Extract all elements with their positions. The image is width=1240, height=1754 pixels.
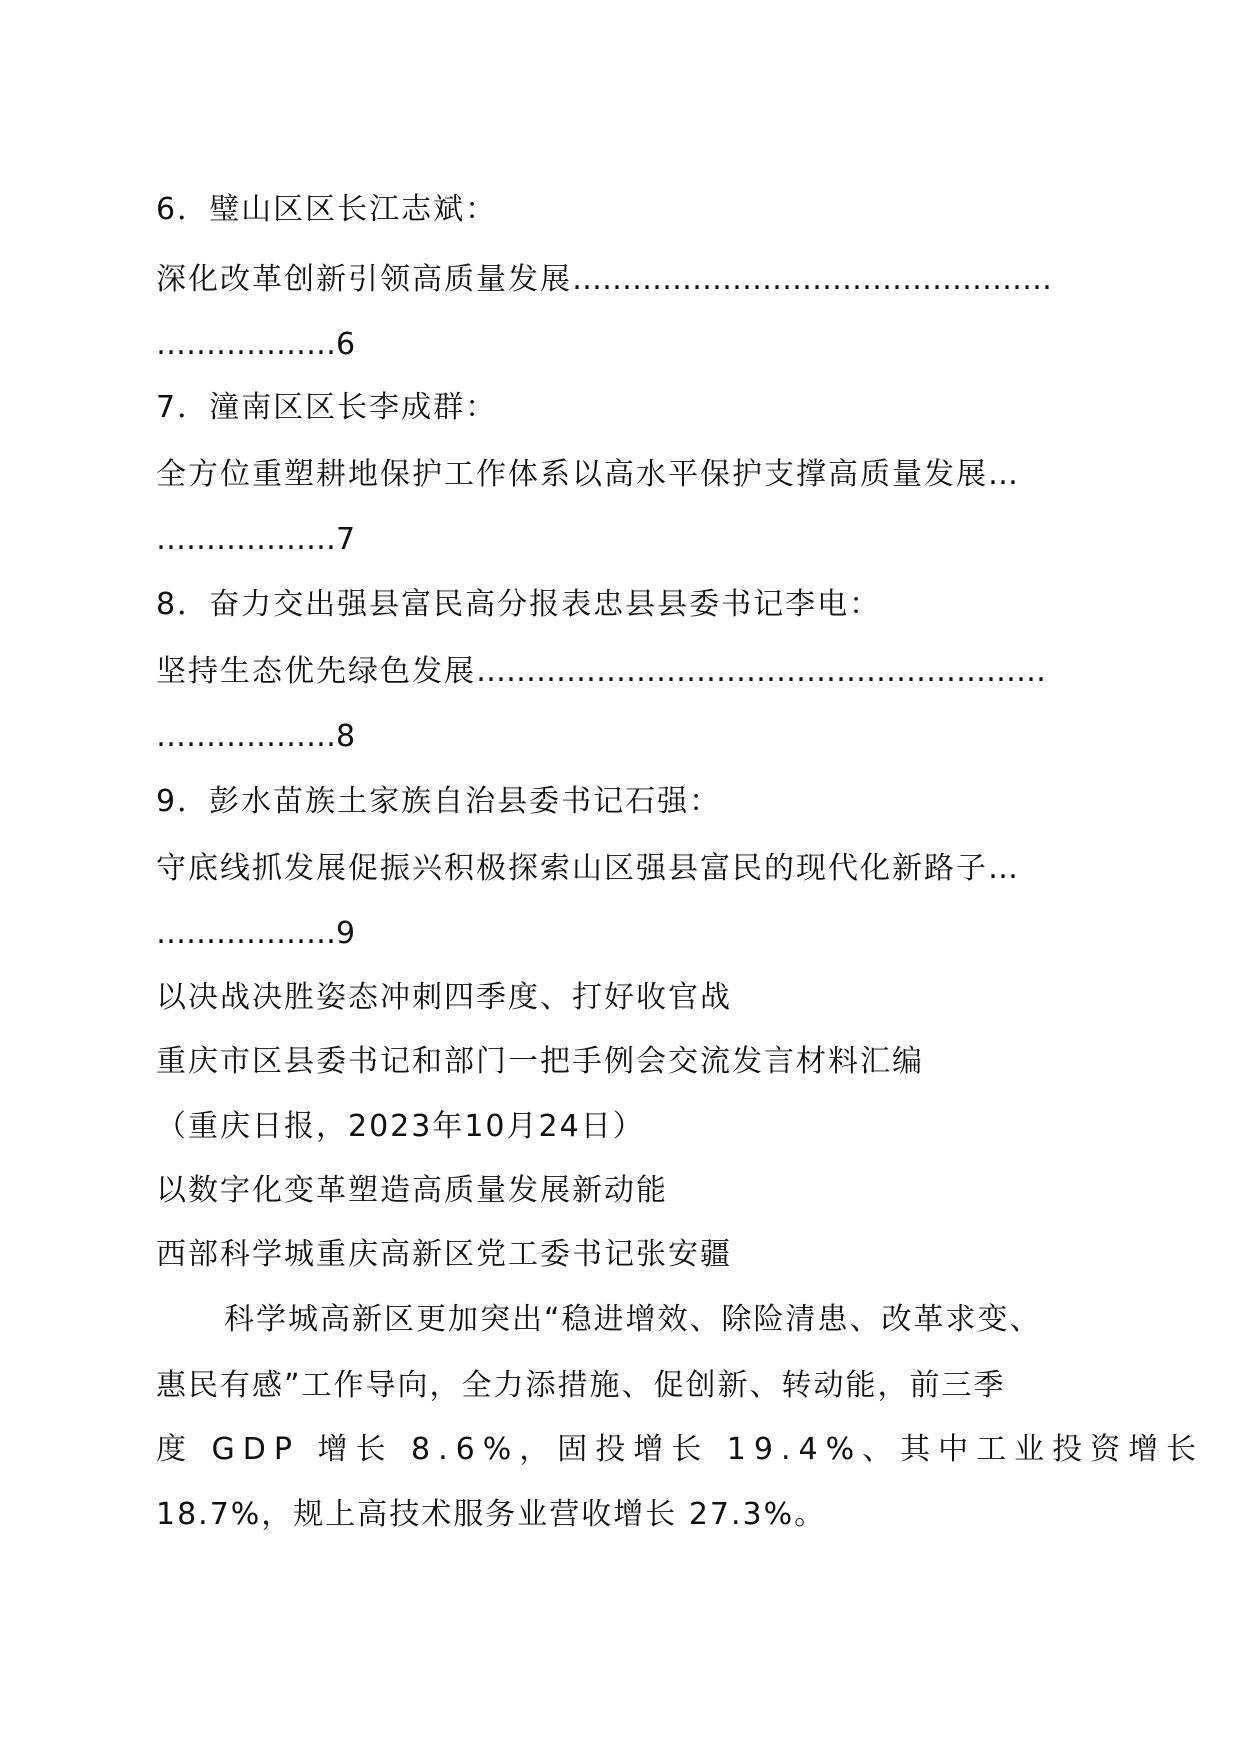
toc-title-9	[156, 849, 1096, 889]
article-author: 西部科学城重庆高新区党工委书记张安疆	[156, 1237, 732, 1272]
toc-heading-9: 9．彭水苗族土家族自治县委书记石强：	[156, 784, 722, 819]
toc-page-7	[156, 520, 1096, 560]
toc-title-text: 深化改革创新引领高质量发展	[156, 262, 572, 297]
toc-title-6	[156, 260, 1096, 300]
article-body-line: 科学城高新区更加突出“稳进增效、除险清患、改革求变、	[224, 1302, 1042, 1337]
section-subtitle: 重庆市区县委书记和部门一把手例会交流发言材料汇编	[156, 1044, 924, 1079]
article-body-line: 惠民有感”工作导向，全力添措施、促创新、转动能，前三季	[156, 1368, 1006, 1403]
toc-title-text: 全方位重塑耕地保护工作体系以高水平保护支撑高质量发展	[156, 457, 988, 492]
toc-title-text: 坚持生态优先绿色发展	[156, 654, 476, 689]
toc-heading-7: 7．潼南区区长李成群：	[156, 390, 498, 425]
toc-title-dots: …	[988, 457, 1018, 492]
article-title: 以数字化变革塑造高质量发展新动能	[156, 1173, 668, 1208]
toc-page-number: 8	[336, 719, 356, 754]
toc-page-9	[156, 914, 1096, 954]
toc-title-dots: …………………………………………	[572, 262, 1052, 297]
toc-title-7	[156, 455, 1096, 495]
toc-heading-8: 8．奋力交出强县富民高分报表忠县县委书记李电：	[156, 587, 882, 622]
article-body-line: 18.7%，规上高技术服务业营收增长 27.3%。	[156, 1497, 827, 1532]
toc-page-number: 6	[336, 327, 356, 362]
toc-title-8	[156, 652, 1096, 692]
toc-dots: ………………	[156, 719, 336, 754]
toc-page-number: 7	[336, 522, 356, 557]
toc-dots: ………………	[156, 522, 336, 557]
toc-title-text: 守底线抓发展促振兴积极探索山区强县富民的现代化新路子	[156, 851, 988, 886]
toc-dots: ………………	[156, 327, 336, 362]
toc-heading-6: 6．璧山区区长江志斌：	[156, 192, 498, 227]
toc-title-dots: …………………………………………………	[476, 654, 1046, 689]
section-source: （重庆日报，2023年10月24日）	[156, 1109, 645, 1144]
toc-page-number: 9	[336, 916, 356, 951]
toc-dots: ………………	[156, 916, 336, 951]
article-body-line: 度 GDP 增长 8.6%，固投增长 19.4%、其中工业投资增长	[156, 1432, 1205, 1467]
toc-title-dots: …	[988, 851, 1018, 886]
toc-page-6	[156, 325, 1096, 365]
section-title: 以决战决胜姿态冲刺四季度、打好收官战	[156, 980, 732, 1015]
toc-page-8	[156, 717, 1096, 757]
